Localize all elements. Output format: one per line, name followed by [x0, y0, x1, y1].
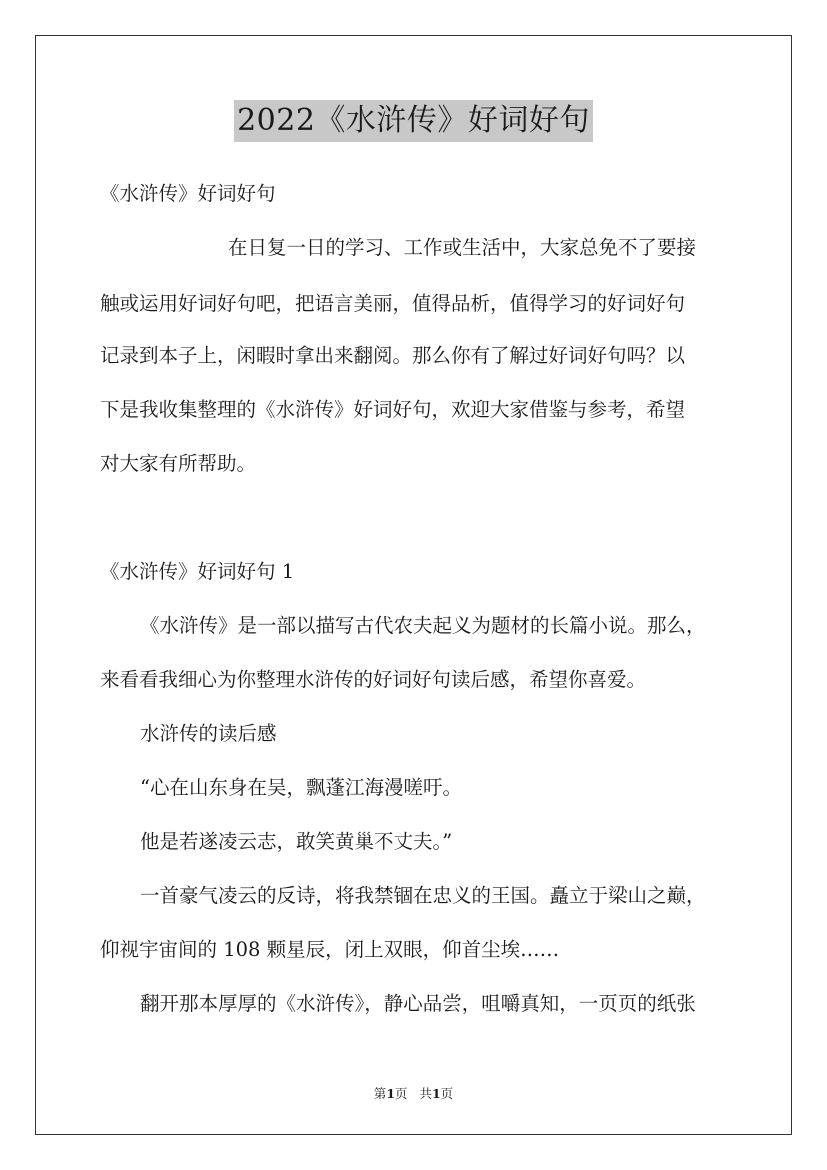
total-prefix: 共 [419, 1086, 432, 1101]
intro-line-2: 触或运用好词好句吧，把语言美丽，值得品析，值得学习的好词好句 [100, 292, 686, 315]
page-number: 1 [386, 1086, 396, 1101]
body-line-8: 翻开那本厚厚的《水浒传》，静心品尝，咀嚼真知，一页页的纸张 [140, 992, 696, 1015]
subtitle: 《水浒传》好词好句 [100, 182, 276, 205]
page-prefix: 第 [373, 1086, 387, 1101]
intro-line-5: 对大家有所帮助。 [100, 452, 257, 475]
total-suffix: 页 [440, 1086, 454, 1101]
intro-line-3: 记录到本子上，闲暇时拿出来翻阅。那么你有了解过好词好句吗？以 [100, 344, 686, 367]
body-line-7: 仰视宇宙间的 108 颗星辰，闭上双眼，仰首尘埃…… [100, 938, 560, 961]
page-suffix: 页 [395, 1086, 408, 1101]
body-line-2: 来看看我细心为你整理水浒传的好词好句读后感，希望你喜爱。 [100, 668, 647, 691]
title-wrap [0, 100, 827, 142]
intro-line-1: 在日复一日的学习、工作或生活中，大家总免不了要接 [228, 236, 697, 259]
body-line-5: 他是若遂凌云志，敢笑黄巢不丈夫。” [140, 830, 453, 853]
intro-line-4: 下是我收集整理的《水浒传》好词好句，欢迎大家借鉴与参考，希望 [100, 398, 686, 421]
document-title: 2022《水浒传》好词好句 [234, 100, 593, 142]
body-line-3: 水浒传的读后感 [140, 722, 277, 745]
body-line-4: “心在山东身在吴，飘蓬江海漫嗟吁。 [140, 776, 462, 799]
total-pages: 1 [431, 1086, 441, 1101]
section-heading: 《水浒传》好词好句 1 [100, 560, 295, 583]
body-line-6: 一首豪气凌云的反诗，将我禁锢在忠义的王国。矗立于梁山之巅， [140, 884, 706, 907]
body-line-1: 《水浒传》是一部以描写古代农夫起义为题材的长篇小说。那么， [140, 614, 706, 637]
page-footer [0, 1084, 827, 1102]
